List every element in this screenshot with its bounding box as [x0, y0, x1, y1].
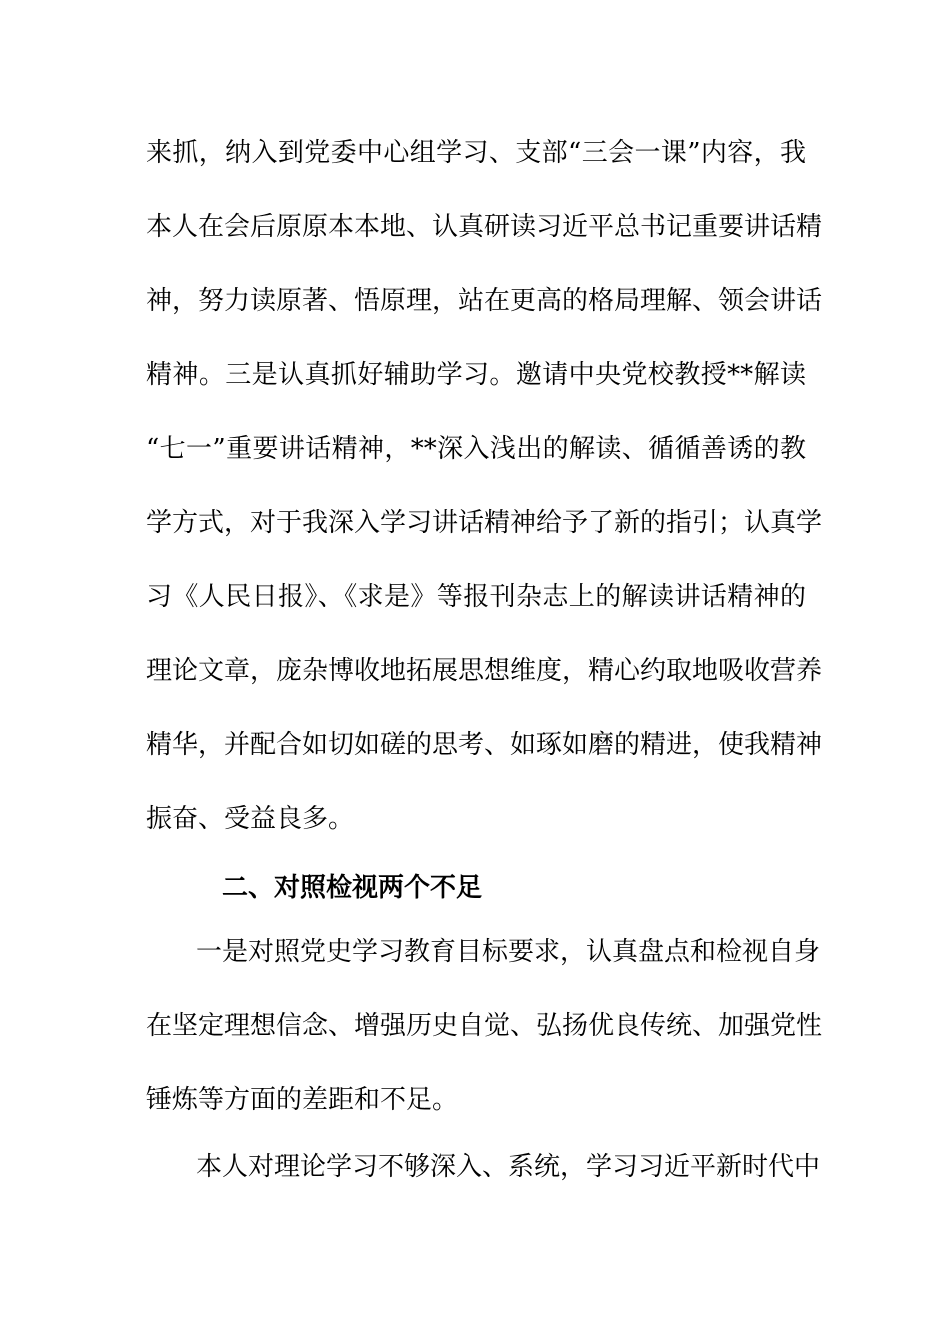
- paragraph-line: 一是对照党史学习教育目标要求，认真盘点和检视自身: [196, 937, 821, 967]
- paragraph-line: 来抓，纳入到党委中心组学习、支部“三会一课”内容，我: [146, 138, 806, 168]
- paragraph-line: 本人在会后原原本本地、认真研读习近平总书记重要讲话精: [146, 212, 823, 242]
- section-heading: 二、对照检视两个不足: [222, 873, 483, 903]
- paragraph-line: 学方式，对于我深入学习讲话精神给予了新的指引；认真学: [146, 508, 823, 538]
- paragraph-line: 在坚定理想信念、增强历史自觉、弘扬优良传统、加强党性: [146, 1011, 823, 1041]
- paragraph-line: 锤炼等方面的差距和不足。: [146, 1085, 459, 1115]
- paragraph-line: 本人对理论学习不够深入、系统，学习习近平新时代中: [196, 1152, 821, 1182]
- paragraph-line: 理论文章，庞杂博收地拓展思想维度，精心约取地吸收营养: [146, 656, 823, 686]
- paragraph-line: 习《人民日报》、《求是》等报刊杂志上的解读讲话精神的: [146, 582, 806, 612]
- paragraph-line: 神，努力读原著、悟原理，站在更高的格局理解、领会讲话: [146, 286, 823, 316]
- paragraph-line: “七一”重要讲话精神，**深入浅出的解读、循循善诱的教: [146, 434, 806, 464]
- paragraph-line: 精神。三是认真抓好辅助学习。邀请中央党校教授**解读: [146, 360, 806, 390]
- paragraph-line: 振奋、受益良多。: [146, 804, 355, 834]
- paragraph-line: 精华，并配合如切如磋的思考、如琢如磨的精进，使我精神: [146, 730, 823, 760]
